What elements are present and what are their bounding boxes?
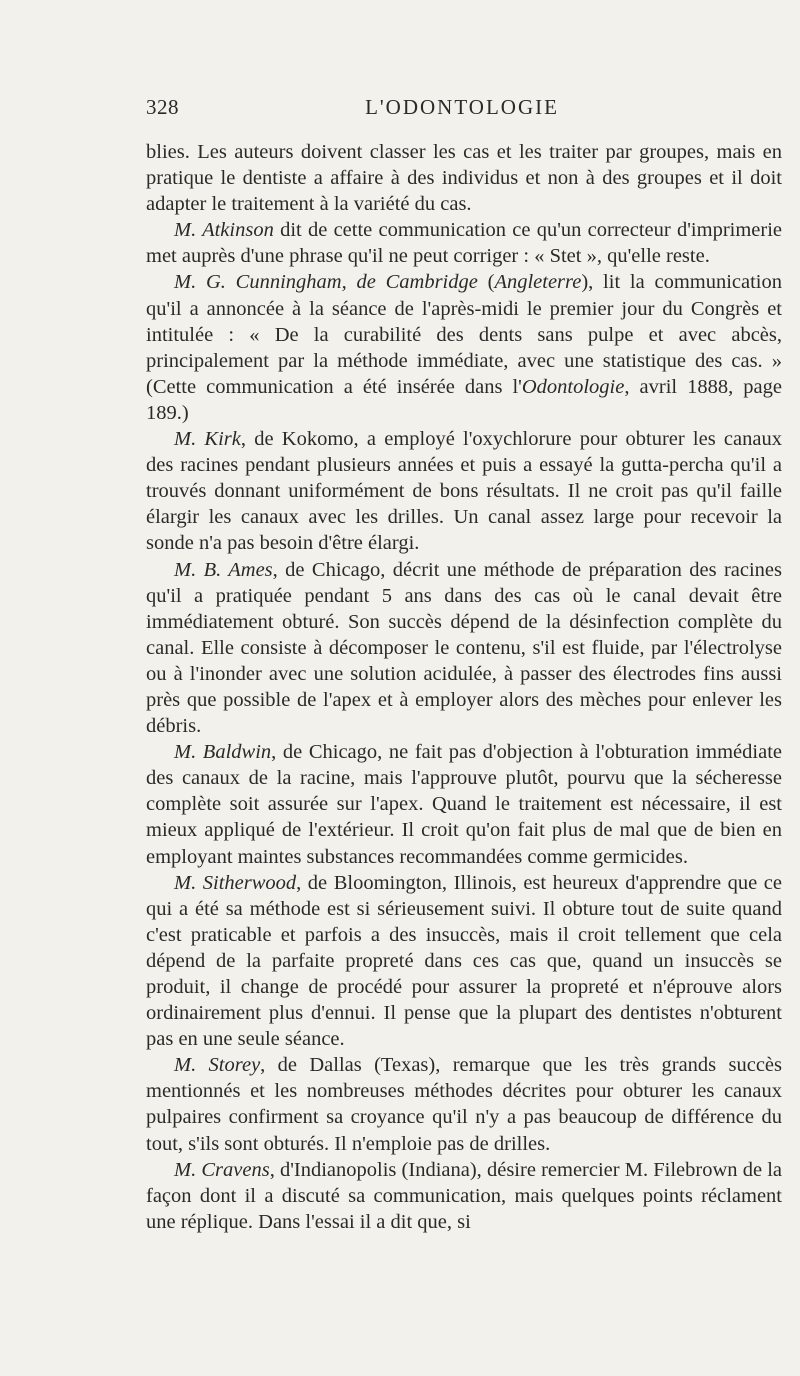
paragraph-text: , de Bloomington, Illinois, est heureux d'apprendre que ce qui a été sa méthode est si sérieusement suivi. Il obture tout de suite quand c'est praticable et parfois a des insuccès, mais il croit tellement que cela dépend de la parfaite propreté dans ces cas que, quand un insuccès se produit, il change de procédé pour assurer la propreté et n'éprouve alors ordinairement plus d'ennui. Il pense que la plupart des dentistes n'obturent pas en une seule séance.	[146, 871, 782, 1051]
paragraph	[146, 870, 782, 1053]
speaker-name: M. Atkinson	[174, 219, 274, 242]
italic-text: Angleterre	[494, 271, 582, 294]
paragraph-text: , de Chicago, décrit une méthode de préparation des racines qu'il a pratiquée pendant 5 ans dans des cas où le canal devait être immédiatement obturé. Son succès dépend de la désinfection complète du canal. Elle consiste à décomposer le contenu, s'il est fluide, par l'électrolyse ou à l'inonder avec une solution acidulée, à passer des électrodes fins aussi près que possible de l'apex et à employer alors des mèches pour enlever les débris.	[146, 558, 782, 738]
paragraph	[146, 1052, 782, 1156]
paragraph-text: , de Kokomo, a employé l'oxychlorure pour obturer les canaux des racines pendant plusieurs années et puis a essayé la gutta-percha qu'il a trouvés donnant uniformément de bons résultats. Il ne croit pas qu'il faille élargir les canaux avec les drilles. Un canal assez large pour recevoir la sonde n'a pas besoin d'être élargi.	[146, 428, 782, 555]
paragraph	[146, 557, 782, 740]
paragraph-text: , de Dallas (Texas), remarque que les très grands succès mentionnés et les nombreuses méthodes décrites pour obturer les canaux pulpaires confirment sa croyance qu'il n'y a pas beaucoup de différence du tout, s'ils sont obturés. Il n'emploie pas de drilles.	[146, 1054, 782, 1155]
speaker-name: M. Kirk	[174, 428, 241, 451]
body-text	[146, 139, 782, 1235]
paragraph-text: , avril 1888, page 189.)	[146, 375, 782, 424]
paragraph	[146, 139, 782, 217]
speaker-name: M. Sitherwood	[174, 871, 297, 894]
paragraph-text: ), lit la communication qu'il a annoncée à la séance de l'après-midi le premier jour du Congrès et intitulée : « De la curabilité des dents sans pulpe et avec abcès, principalement par la méthode immédiate, avec une statistique des cas. » (Cette communication a été insérée dans l'	[146, 271, 782, 398]
italic-text: Odontologie	[521, 375, 625, 398]
speaker-name: M. B. Ames	[174, 558, 273, 581]
paragraph	[146, 269, 782, 426]
paragraph-text: blies. Les auteurs doivent classer les cas et les traiter par groupes, mais en pratique le dentiste a affaire à des individus et non à des groupes et il doit adapter le traitement à la variété du cas.	[146, 141, 782, 216]
paragraph	[146, 426, 782, 556]
page-number: 328	[146, 95, 179, 119]
speaker-name: M. Cravens	[174, 1158, 270, 1181]
speaker-name: M. Storey	[174, 1054, 261, 1077]
paragraph	[146, 217, 782, 269]
paragraph	[146, 739, 782, 869]
speaker-name: M. Baldwin	[174, 741, 272, 764]
paragraph-text: , de Chicago, ne fait pas d'objection à l'obturation immédiate des canaux de la racine, mais l'approuve plutôt, pourvu que la sécheresse complète soit assurée sur l'apex. Quand le traitement est nécessaire, il est mieux appliqué de l'extérieur. Il croit qu'on fait plus de mal que de bien en employant maintes substances recommandées comme germicides.	[146, 741, 782, 868]
journal-title: L'ODONTOLOGIE	[365, 95, 559, 119]
paragraph	[146, 1157, 782, 1235]
paragraph-text: , d'Indianopolis (Indiana), désire remercier M. Filebrown de la façon dont il a discuté sa communication, mais quelques points réclament une réplique. Dans l'essai il a dit que, si	[146, 1158, 782, 1233]
paragraph-text: dit de cette communication ce qu'un correcteur d'imprimerie met auprès d'une phrase qu'il ne peut corriger : « Stet », qu'elle reste.	[146, 219, 783, 268]
paragraph-text: (	[477, 271, 495, 294]
running-head	[146, 95, 778, 129]
speaker-name: M. G. Cunningham, de Cambridge	[174, 271, 478, 294]
